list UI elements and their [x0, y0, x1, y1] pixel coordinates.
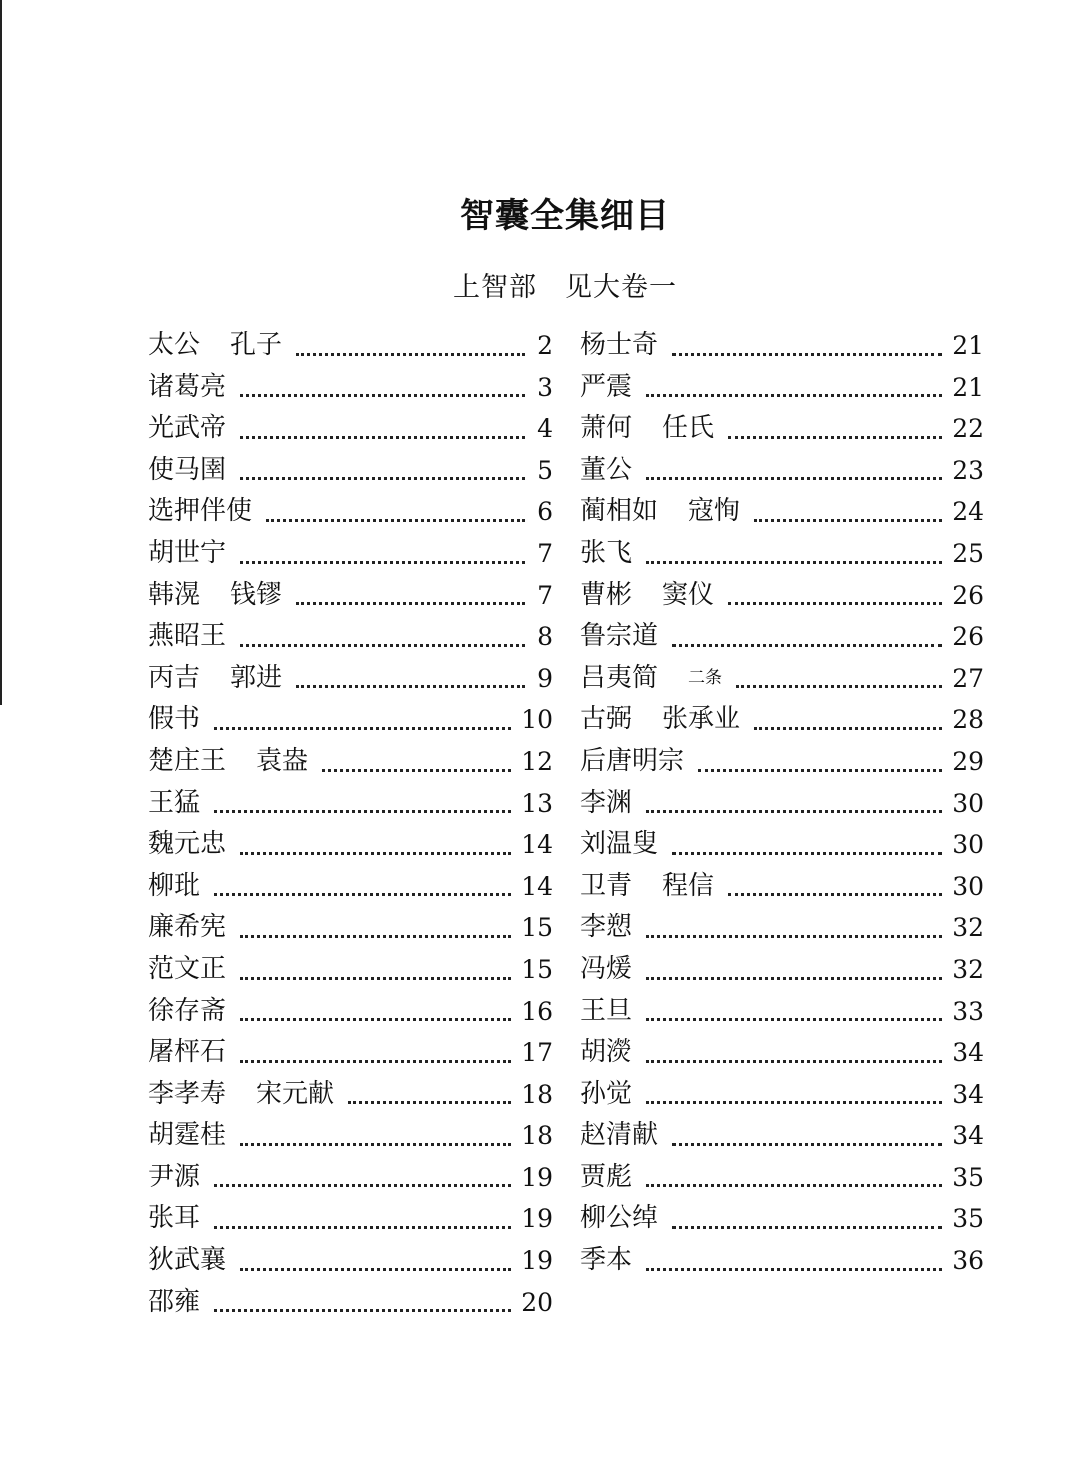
toc-entry	[148, 658, 553, 700]
entry-name: 诸葛亮	[148, 371, 227, 402]
entry-name: 选押伴使	[148, 496, 253, 527]
entry-name: 古弼	[580, 704, 633, 735]
toc-entry	[148, 1157, 553, 1199]
entry-name: 袁盎	[256, 745, 309, 776]
page-number: 32	[952, 954, 984, 984]
dot-leader	[698, 769, 942, 772]
entry-name: 韩滉	[148, 579, 201, 610]
dot-leader	[240, 935, 511, 938]
toc-entry	[580, 533, 984, 575]
dot-leader	[728, 602, 942, 605]
toc-entry	[580, 367, 984, 409]
page-number: 34	[952, 1121, 984, 1151]
entry-name: 杨士奇	[580, 330, 659, 360]
page-number: 8	[537, 622, 553, 652]
dot-leader	[736, 685, 942, 688]
toc-entry	[580, 1032, 984, 1074]
entry-names	[580, 1074, 632, 1116]
entry-name: 蔺相如	[580, 496, 659, 527]
entry-names	[148, 367, 226, 409]
entry-names	[580, 408, 714, 450]
entry-name: 张飞	[580, 537, 633, 568]
entry-name: 邵雍	[148, 1286, 201, 1317]
toc-entry	[148, 408, 553, 450]
dot-leader	[646, 477, 942, 480]
page-number: 23	[952, 455, 984, 485]
toc-entry	[580, 907, 984, 949]
toc-entry	[580, 699, 984, 741]
dot-leader	[240, 561, 525, 564]
toc-entry	[580, 1115, 984, 1157]
dot-leader	[266, 519, 525, 522]
entry-names	[148, 408, 226, 450]
entry-name: 张耳	[148, 1203, 201, 1234]
page-number: 18	[521, 1079, 553, 1109]
page-number: 29	[952, 746, 984, 776]
entry-name: 范文正	[148, 953, 227, 984]
toc-entry	[148, 991, 553, 1033]
page-edge-rule	[0, 0, 2, 705]
page-number: 34	[952, 1079, 984, 1109]
entry-names	[148, 907, 226, 949]
entry-name: 季本	[580, 1245, 633, 1276]
page-number: 5	[537, 455, 553, 485]
section-volume: 见大卷一	[565, 272, 677, 303]
page-number: 35	[952, 1204, 984, 1234]
entry-names	[148, 949, 226, 991]
entry-name: 狄武襄	[148, 1245, 227, 1276]
page-number: 15	[521, 954, 553, 984]
entry-names	[580, 949, 632, 991]
toc-entry	[580, 1198, 984, 1240]
dot-leader	[754, 727, 942, 730]
entry-names	[148, 450, 226, 492]
entry-names	[148, 616, 226, 658]
entry-names	[148, 1115, 226, 1157]
entry-name: 严震	[580, 371, 633, 402]
entry-name: 李愬	[580, 912, 633, 943]
toc-entry	[148, 1074, 553, 1116]
entry-name: 窦仪	[662, 579, 715, 610]
page-number: 19	[521, 1246, 553, 1276]
dot-leader	[240, 977, 511, 980]
toc-entry	[148, 1240, 553, 1282]
page-number: 18	[521, 1121, 553, 1151]
entry-name: 徐存斋	[148, 995, 227, 1026]
dot-leader	[646, 394, 942, 397]
dot-leader	[322, 769, 511, 772]
entry-name: 燕昭王	[148, 621, 227, 652]
entry-names	[580, 866, 714, 908]
dot-leader	[646, 1018, 942, 1021]
toc-entry	[580, 741, 984, 783]
entry-name: 赵清献	[580, 1120, 659, 1151]
toc-entry	[148, 367, 553, 409]
entry-names	[580, 783, 632, 825]
entry-names	[580, 1115, 658, 1157]
entry-names	[580, 991, 632, 1033]
entry-name: 宋元献	[256, 1078, 335, 1109]
page-number: 21	[952, 331, 984, 360]
entry-name: 冯煖	[580, 953, 633, 984]
entry-name: 王旦	[580, 995, 633, 1026]
toc-entry	[148, 1198, 553, 1240]
toc-column-left	[148, 325, 553, 1323]
entry-names	[148, 1198, 200, 1240]
dot-leader	[646, 1101, 942, 1104]
page-number: 7	[537, 538, 553, 568]
entry-name: 吕夷简	[580, 662, 659, 693]
dot-leader	[348, 1101, 511, 1104]
entry-name: 丙吉	[148, 662, 201, 693]
entry-name: 李渊	[580, 787, 633, 818]
dot-leader	[214, 1226, 511, 1229]
entry-names	[148, 824, 226, 866]
page-number: 33	[952, 996, 984, 1026]
toc-entry	[148, 699, 553, 741]
entry-names	[580, 1240, 632, 1282]
page-number: 6	[537, 497, 553, 527]
toc-entry	[580, 866, 984, 908]
dot-leader	[754, 519, 942, 522]
entry-name: 卫青	[580, 870, 633, 901]
toc-entry	[580, 658, 984, 700]
page-number: 13	[521, 788, 553, 818]
page-number: 36	[952, 1246, 984, 1276]
entry-names	[148, 325, 282, 367]
entry-names	[148, 741, 308, 783]
toc-entry	[148, 450, 553, 492]
entry-names	[580, 575, 714, 617]
toc-entry	[580, 783, 984, 825]
dot-leader	[240, 1060, 511, 1063]
entry-names	[580, 699, 740, 741]
toc-entry	[148, 824, 553, 866]
dot-leader	[214, 727, 511, 730]
page-number: 30	[952, 830, 984, 860]
dot-leader	[214, 893, 511, 896]
entry-names	[148, 1240, 226, 1282]
entry-name: 胡世宁	[148, 537, 227, 568]
entry-names	[580, 533, 632, 575]
page-number: 30	[952, 871, 984, 901]
entry-name: 假书	[148, 704, 201, 735]
dot-leader	[296, 353, 525, 356]
page-number: 17	[521, 1038, 553, 1068]
dot-leader	[646, 1184, 942, 1187]
entry-names	[580, 491, 740, 533]
entry-name: 魏元忠	[148, 829, 227, 860]
toc-column-right	[580, 325, 984, 1282]
entry-name: 楚庄王	[148, 745, 227, 776]
page-number: 16	[521, 996, 553, 1026]
dot-leader	[296, 685, 525, 688]
toc-entry	[148, 325, 553, 367]
dot-leader	[240, 1143, 511, 1146]
entry-name: 郭进	[230, 662, 283, 693]
dot-leader	[646, 1060, 942, 1063]
entry-name: 尹源	[148, 1161, 201, 1192]
page-number: 9	[537, 663, 553, 693]
entry-names	[148, 658, 282, 700]
dot-leader	[646, 977, 942, 980]
entry-names	[580, 1032, 632, 1074]
dot-leader	[214, 1309, 511, 1312]
entry-names	[148, 699, 200, 741]
entry-names	[148, 1157, 200, 1199]
entry-name: 后唐明宗	[580, 745, 685, 776]
entry-name: 孔子	[230, 330, 283, 360]
dot-leader	[214, 810, 511, 813]
toc-entry	[148, 533, 553, 575]
dot-leader	[214, 1184, 511, 1187]
dot-leader	[240, 436, 525, 439]
entry-name: 张承业	[662, 704, 741, 735]
dot-leader	[240, 394, 525, 397]
dot-leader	[728, 436, 942, 439]
toc-entry	[148, 866, 553, 908]
page-number: 26	[952, 580, 984, 610]
section-name: 上智部	[453, 272, 537, 303]
entry-name: 光武帝	[148, 413, 227, 444]
page-number: 35	[952, 1162, 984, 1192]
toc-entry	[580, 991, 984, 1033]
entry-names	[580, 1157, 632, 1199]
page-number: 25	[952, 538, 984, 568]
page-number: 15	[521, 913, 553, 943]
page-number: 14	[521, 871, 553, 901]
toc-entry	[148, 1115, 553, 1157]
entry-names	[580, 450, 632, 492]
toc-entry	[148, 616, 553, 658]
entry-name: 使马圉	[148, 454, 227, 485]
dot-leader	[240, 1268, 511, 1271]
entry-name: 寇恂	[688, 496, 741, 527]
entry-note: 二条	[688, 667, 723, 688]
page-number: 7	[537, 580, 553, 610]
page-number: 12	[521, 746, 553, 776]
page-number: 2	[537, 331, 553, 360]
dot-leader	[672, 353, 942, 356]
entry-name: 太公	[148, 330, 201, 360]
page-number: 30	[952, 788, 984, 818]
toc-entry	[148, 949, 553, 991]
entry-name: 程信	[662, 870, 715, 901]
page-title: 智囊全集细目	[460, 195, 670, 236]
entry-name: 任氏	[662, 413, 715, 444]
page-number: 19	[521, 1204, 553, 1234]
dot-leader	[646, 810, 942, 813]
dot-leader	[672, 644, 942, 647]
section-heading	[0, 265, 1080, 304]
dot-leader	[672, 852, 942, 855]
entry-name: 孙觉	[580, 1078, 633, 1109]
toc-entry	[148, 491, 553, 533]
dot-leader	[728, 893, 942, 896]
toc-entry	[580, 824, 984, 866]
page-number: 19	[521, 1162, 553, 1192]
toc-entry	[580, 450, 984, 492]
toc-entry	[580, 1157, 984, 1199]
entry-name: 董公	[580, 454, 633, 485]
entry-name: 刘温叟	[580, 829, 659, 860]
page-number: 27	[952, 663, 984, 693]
entry-name: 屠枰石	[148, 1037, 227, 1068]
toc-entry	[580, 408, 984, 450]
page-number: 21	[952, 372, 984, 402]
page-number: 26	[952, 622, 984, 652]
entry-name: 萧何	[580, 413, 633, 444]
entry-names	[580, 907, 632, 949]
toc-entry	[148, 907, 553, 949]
entry-name: 胡霆桂	[148, 1120, 227, 1151]
entry-names	[148, 866, 200, 908]
toc-entry	[580, 575, 984, 617]
toc-entry	[580, 1074, 984, 1116]
entry-names	[148, 991, 226, 1033]
entry-names	[148, 575, 282, 617]
dot-leader	[296, 602, 525, 605]
entry-names	[580, 325, 658, 367]
page-number: 22	[952, 414, 984, 444]
entry-name: 钱镠	[230, 579, 283, 610]
page-number: 24	[952, 497, 984, 527]
toc-entry	[148, 575, 553, 617]
toc-entry	[580, 325, 984, 367]
dot-leader	[672, 1143, 942, 1146]
toc-entry	[580, 616, 984, 658]
toc-entry	[148, 783, 553, 825]
dot-leader	[240, 477, 525, 480]
entry-name: 廉希宪	[148, 912, 227, 943]
entry-names	[580, 616, 658, 658]
entry-names	[580, 1198, 658, 1240]
dot-leader	[240, 644, 525, 647]
entry-name: 胡濙	[580, 1037, 633, 1068]
entry-names	[580, 367, 632, 409]
toc-entry	[580, 491, 984, 533]
dot-leader	[646, 561, 942, 564]
entry-names	[580, 658, 722, 700]
entry-names	[148, 491, 252, 533]
toc-entry	[580, 949, 984, 991]
page-number: 28	[952, 705, 984, 735]
entry-name: 鲁宗道	[580, 621, 659, 652]
page-number: 34	[952, 1038, 984, 1068]
entry-names	[148, 1032, 226, 1074]
dot-leader	[240, 1018, 511, 1021]
entry-name: 柳公绰	[580, 1203, 659, 1234]
entry-names	[148, 1074, 334, 1116]
page-number: 32	[952, 913, 984, 943]
entry-name: 王猛	[148, 787, 201, 818]
entry-name: 贾彪	[580, 1161, 633, 1192]
page-number: 10	[521, 705, 553, 735]
toc-entry	[148, 1032, 553, 1074]
entry-name: 曹彬	[580, 579, 633, 610]
dot-leader	[646, 1268, 942, 1271]
toc-entry	[580, 1240, 984, 1282]
page-number: 3	[537, 372, 553, 402]
page-number: 20	[521, 1287, 553, 1317]
dot-leader	[672, 1226, 942, 1229]
toc-entry	[148, 741, 553, 783]
entry-names	[580, 824, 658, 866]
dot-leader	[646, 935, 942, 938]
dot-leader	[240, 852, 511, 855]
page-number: 14	[521, 830, 553, 860]
entry-name: 柳玭	[148, 870, 201, 901]
toc-entry	[148, 1282, 553, 1324]
entry-names	[580, 741, 684, 783]
entry-names	[148, 533, 226, 575]
entry-names	[148, 1282, 200, 1324]
entry-name: 李孝寿	[148, 1078, 227, 1109]
entry-names	[148, 783, 200, 825]
page-number: 4	[537, 414, 553, 444]
